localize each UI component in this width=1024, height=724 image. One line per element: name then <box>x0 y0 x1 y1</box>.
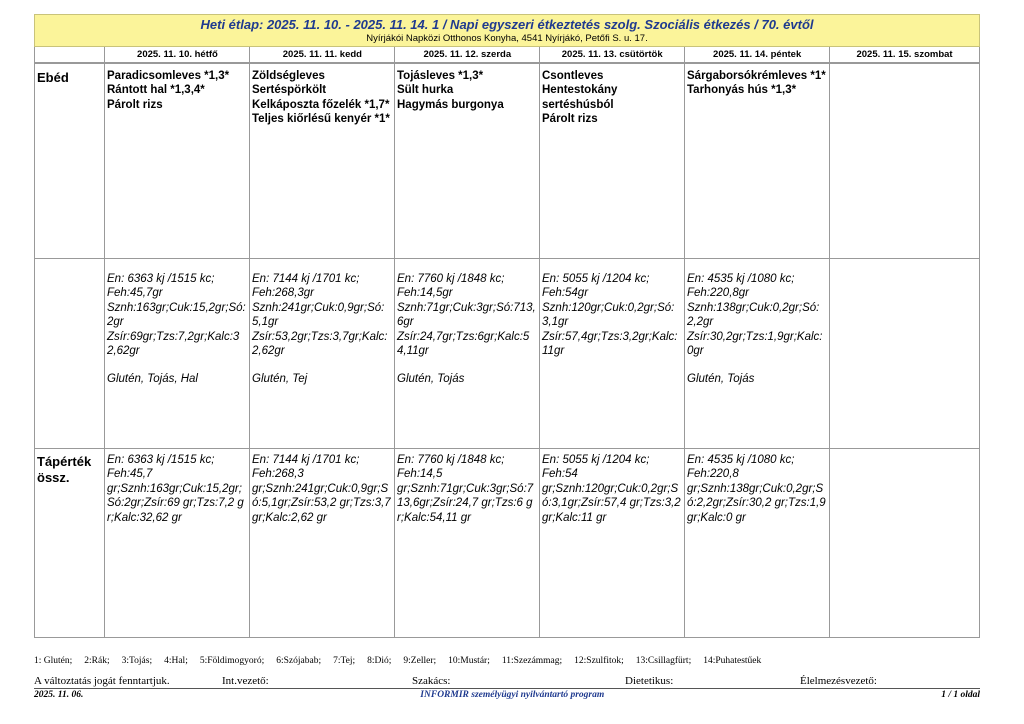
lunch-cell-sat <box>830 64 977 258</box>
nutrition-line: Feh:54gr <box>542 287 589 300</box>
nutrition-cell-sat <box>830 258 977 448</box>
totals-line: Feh:220,8 <box>687 468 739 481</box>
nutrition-line: Sznh:71gr;Cuk:3gr;Só:713,6gr <box>397 301 536 329</box>
lunch-cell-mon <box>105 64 250 258</box>
nutrition-line: En: 6363 kj /1515 kc; <box>107 273 215 285</box>
nutrition-line: Feh:268,3gr <box>252 287 315 300</box>
day-header-wed: 2025. 11. 12. szerda <box>395 47 540 62</box>
rights-note: A változtatás jogát fenntartjuk. <box>34 675 170 687</box>
dish: Hentestokány sertéshúsból <box>542 84 618 111</box>
dietitian-signature: Dietetikus: <box>625 675 674 687</box>
dish: Tojásleves *1,3* <box>397 70 484 82</box>
nutrition-cell-wed <box>395 258 540 448</box>
allergen-list: Glutén, Tojás, Hal <box>107 373 198 386</box>
nutrition-cell-fri <box>685 258 830 448</box>
nutrition-cell-thu <box>540 258 685 448</box>
nutrition-line: Feh:45,7gr <box>107 287 163 300</box>
totals-line: gr;Sznh:71gr;Cuk:3gr;Só:713,6gr;Zsír:24,7 gr;Tzs:6 gr;Kalc:54,11 gr <box>397 482 534 524</box>
allergen-list: Glutén, Tej <box>252 373 308 386</box>
legend-item: 4:Hal; <box>164 656 188 666</box>
menu-grid <box>34 63 980 638</box>
totals-row <box>35 448 979 637</box>
dish: Tarhonyás hús *1,3* <box>687 84 797 97</box>
signature-line <box>34 675 980 689</box>
totals-line: gr;Sznh:163gr;Cuk:15,2gr;Só:2gr;Zsír:69 gr;Tzs:7,2 gr;Kalc:32,62 gr <box>107 482 244 524</box>
dish: Teljes kiőrlésű kenyér *1* <box>252 113 390 126</box>
legend-item: 3:Tojás; <box>121 656 153 666</box>
allergen-legend <box>34 656 980 666</box>
totals-cell-fri <box>685 448 830 637</box>
lunch-cell-tue <box>250 64 395 258</box>
menu-header-block <box>34 14 980 63</box>
catering-manager-signature: Élelmezésvezető: <box>800 675 877 687</box>
totals-line: En: 5055 kj /1204 kc; <box>542 454 650 466</box>
totals-line: Feh:54 <box>542 468 578 481</box>
legend-item: 11:Szezámmag; <box>501 656 563 666</box>
nutrition-line: En: 4535 kj /1080 kc; <box>687 273 795 285</box>
nutrition-line: Zsír:24,7gr;Tzs:6gr;Kalc:54,11gr <box>397 330 530 358</box>
nutrition-row <box>35 258 979 449</box>
totals-line: Feh:14,5 <box>397 468 443 481</box>
nutrition-line: En: 5055 kj /1204 kc; <box>542 273 650 285</box>
nutrition-line: Zsír:30,2gr;Tzs:1,9gr;Kalc:0gr <box>687 330 823 358</box>
nutrition-line: Zsír:53,2gr;Tzs:3,7gr;Kalc:2,62gr <box>252 330 388 358</box>
dish: Paradicsomleves *1,3* <box>107 70 230 82</box>
nutrition-cell-tue <box>250 258 395 448</box>
dish: Kelkáposzta főzelék *1,7* <box>252 98 390 111</box>
dish: Sertéspörkölt <box>252 84 327 97</box>
day-header-fri: 2025. 11. 14. péntek <box>685 47 830 62</box>
day-header-row <box>34 47 980 63</box>
page-footer <box>34 690 980 700</box>
legend-item: 5:Földimogyoró; <box>199 656 265 666</box>
nutrition-line: Feh:220,8gr <box>687 287 750 300</box>
nutrition-row-label <box>35 258 105 448</box>
allergen-list: Glutén, Tojás <box>687 373 755 386</box>
totals-cell-mon <box>105 448 250 637</box>
nutrition-line: Zsír:57,4gr;Tzs:3,2gr;Kalc:11gr <box>542 330 678 358</box>
dish: Sárgaborsókrémleves *1* <box>687 70 826 82</box>
totals-line: Feh:45,7 <box>107 468 153 481</box>
totals-line: Feh:268,3 <box>252 468 304 481</box>
totals-cell-thu <box>540 448 685 637</box>
legend-item: 13:Csillagfürt; <box>635 656 692 666</box>
totals-line: gr;Sznh:120gr;Cuk:0,2gr;Só:3,1gr;Zsír:57,4 gr;Tzs:3,2 gr;Kalc:11 gr <box>542 482 681 524</box>
page-number: 1 / 1 oldal <box>941 690 980 700</box>
totals-line: En: 7760 kj /1848 kc; <box>397 454 505 466</box>
lunch-cell-fri <box>685 64 830 258</box>
lunch-label: Ebéd <box>35 64 105 258</box>
dish: Zöldségleves <box>252 70 325 82</box>
legend-item: 2:Rák; <box>84 656 110 666</box>
nutrition-line: Sznh:241gr;Cuk:0,9gr;Só:5,1gr <box>252 301 385 329</box>
kitchen-address: Nyírjákói Napközi Otthonos Konyha, 4541 Nyírjákó, Petőfi S. u. 17. <box>366 33 648 44</box>
nutrition-line: Sznh:138gr;Cuk:0,2gr;Só:2,2gr <box>687 301 820 329</box>
dish: Párolt rizs <box>542 113 598 126</box>
cook-signature: Szakács: <box>412 675 451 687</box>
nutrition-line: Sznh:163gr;Cuk:15,2gr;Só:2gr <box>107 301 246 329</box>
legend-item: 9:Zeller; <box>403 656 437 666</box>
totals-line: En: 7144 kj /1701 kc; <box>252 454 360 466</box>
dish: Csontleves <box>542 70 604 82</box>
totals-line: gr;Sznh:241gr;Cuk:0,9gr;Só:5,1gr;Zsír:53,2 gr;Tzs:3,7 gr;Kalc:2,62 gr <box>252 482 391 524</box>
dish: Sült hurka <box>397 84 454 97</box>
nutrition-line: Sznh:120gr;Cuk:0,2gr;Só:3,1gr <box>542 301 675 329</box>
allergen-list: Glutén, Tojás <box>397 373 465 386</box>
totals-cell-wed <box>395 448 540 637</box>
dish: Hagymás burgonya <box>397 98 504 111</box>
totals-line: En: 4535 kj /1080 kc; <box>687 454 795 466</box>
print-date: 2025. 11. 06. <box>34 690 84 700</box>
legend-item: 1: Glutén; <box>34 656 73 666</box>
totals-cell-sat <box>830 448 977 637</box>
totals-cell-tue <box>250 448 395 637</box>
program-name: INFORMIR személyügyi nyilvántartó program <box>420 690 605 700</box>
legend-item: 8:Dió; <box>367 656 392 666</box>
nutrition-line: En: 7760 kj /1848 kc; <box>397 273 505 285</box>
totals-line: En: 6363 kj /1515 kc; <box>107 454 215 466</box>
legend-item: 10:Mustár; <box>448 656 490 666</box>
day-header-spacer <box>35 47 105 62</box>
day-header-mon: 2025. 11. 10. hétfő <box>105 47 250 62</box>
legend-item: 12:Szulfitok; <box>574 656 624 666</box>
director-signature: Int.vezető: <box>222 675 269 687</box>
title-bar <box>34 14 980 47</box>
day-header-tue: 2025. 11. 11. kedd <box>250 47 395 62</box>
nutrition-line: Feh:14,5gr <box>397 287 453 300</box>
legend-item: 6:Szójabab; <box>276 656 322 666</box>
day-header-thu: 2025. 11. 13. csütörtök <box>540 47 685 62</box>
dish: Rántott hal *1,3,4* <box>107 84 205 97</box>
lunch-row <box>35 64 979 259</box>
totals-label: Tápérték össz. <box>35 448 105 637</box>
totals-line: gr;Sznh:138gr;Cuk:0,2gr;Só:2,2gr;Zsír:30,2 gr;Tzs:1,9 gr;Kalc:0 gr <box>687 482 826 524</box>
dish: Párolt rizs <box>107 98 163 111</box>
lunch-cell-wed <box>395 64 540 258</box>
nutrition-cell-mon <box>105 258 250 448</box>
day-header-sat: 2025. 11. 15. szombat <box>830 47 980 62</box>
lunch-cell-thu <box>540 64 685 258</box>
legend-item: 14:Puhatestűek <box>703 656 762 666</box>
nutrition-line: Zsír:69gr;Tzs:7,2gr;Kalc:32,62gr <box>107 330 240 358</box>
legend-item: 7:Tej; <box>333 656 356 666</box>
page-title: Heti étlap: 2025. 11. 10. - 2025. 11. 14. 1 / Napi egyszeri étkeztetés szolg. Szociális étkezés / 70. évtől <box>200 17 814 32</box>
nutrition-line: En: 7144 kj /1701 kc; <box>252 273 360 285</box>
